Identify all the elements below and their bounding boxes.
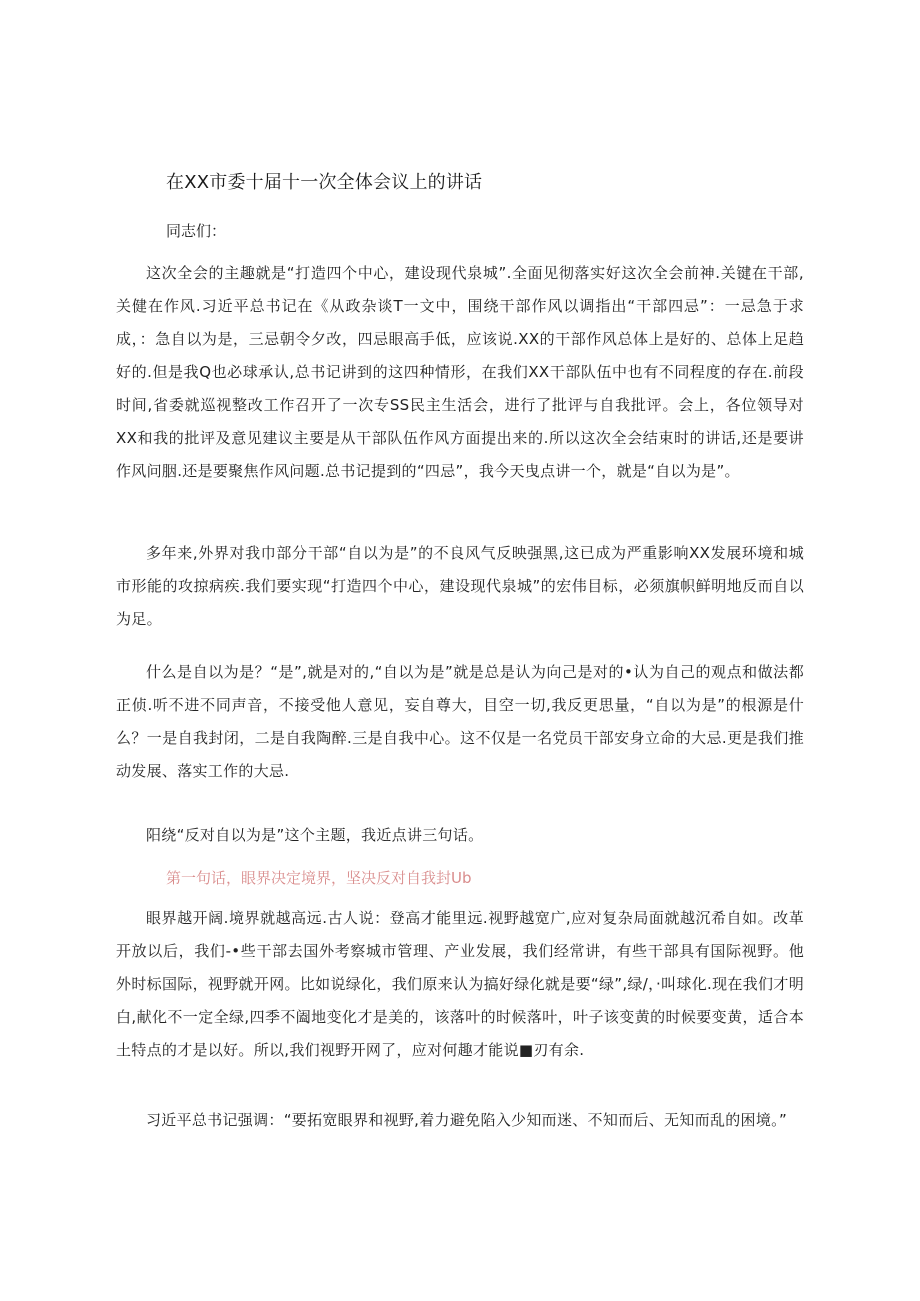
paragraph-outline: 阳绕“反对自以为是”这个主题，我近点讲三句话。: [146, 826, 484, 844]
paragraph-theme: 这次全会的主趣就是“打造四个中心，建设现代泉城”.全面见彻落实好这次全会前神.关键在干部,关健在作风.习近平总书记在《从政杂谈T一文中，围绕干部作风以调指出“干部四忌”：一忌急于求成，：急自以为是，三忌朝令夕改，四忌眼高手低，应该说.XX的干部作风总体上是好的、总体上足趋好的.但是我Q也必球承认,总书记讲到的这四种情形，在我们XX干部队伍中也有不同程度的存在.前段时间,省委就巡视整改工作召开了一次专SS民主生活会，进行了批评与自我批评。会上，各位领导对XX和我的批评及意见建议主要是从干部队伍作风方面提出来的.所以这次全会结束时的讲话,还是要讲作风问胭.还是要聚焦作风问题.总书记提到的“四忌”，我今天曳点讲一个，就是“自以为是”。: [116, 264, 804, 480]
paragraph-quote: 习近平总书记强调：“要拓宽眼界和视野,着力避免陷入少知而迷、不知而后、无知而乱的困境。”: [146, 1111, 788, 1129]
paragraph-background: 多年来,外界对我巾部分干部“自以为是”的不良风气反映强黑,这已成为严重影响XX发展环境和城市形能的攻掠病疾.我们要实现“打造四个中心，建设现代泉城”的宏伟目标，必须旗帜鲜明地反而自以为足。: [116, 544, 804, 628]
paragraph-definition: 什么是自以为是？“是”,就是对的,“自以为是”就是总是认为向己是对的•认为自己的观点和做法都正侦.听不进不同声音，不接受他人意见，妄自尊大，目空一切,我反更思量，“自以为是”的根源是什么？一是自我封闭，二是自我陶醉.三是自我中心。这不仅是一名党员干部安身立命的大忌.更是我们推动发展、落实工作的大忌.: [116, 663, 804, 780]
speech-title: 在XX市委十届十一次全体会议上的讲话: [166, 172, 483, 193]
salutation: 同志们：: [166, 222, 227, 240]
section-heading-first: 第一句话，眼界决定境界，坚决反对自我封Ub: [166, 869, 472, 887]
paragraph-vision: 眼界越开阔.境界就越高远.古人说：登高才能里远.视野越宽广,应对复杂局面就越沉希自如。改革开放以后，我们-•些干部去国外考察城市管理、产业发展，我们经常讲，有些干部具有国际视野。他外时标国际，视野就开网。比如说绿化，我们原来认为搞好绿化就是要“绿”,绿/，·叫球化.现在我们才明白,献化不一定全绿,四季不阖地变化才是美的，该落叶的时候落叶，叶子该变黄的时候要变黄，适合本土特点的才是以好。所以,我们视野开网了，应对何趣才能说■刃有余.: [116, 909, 804, 1059]
